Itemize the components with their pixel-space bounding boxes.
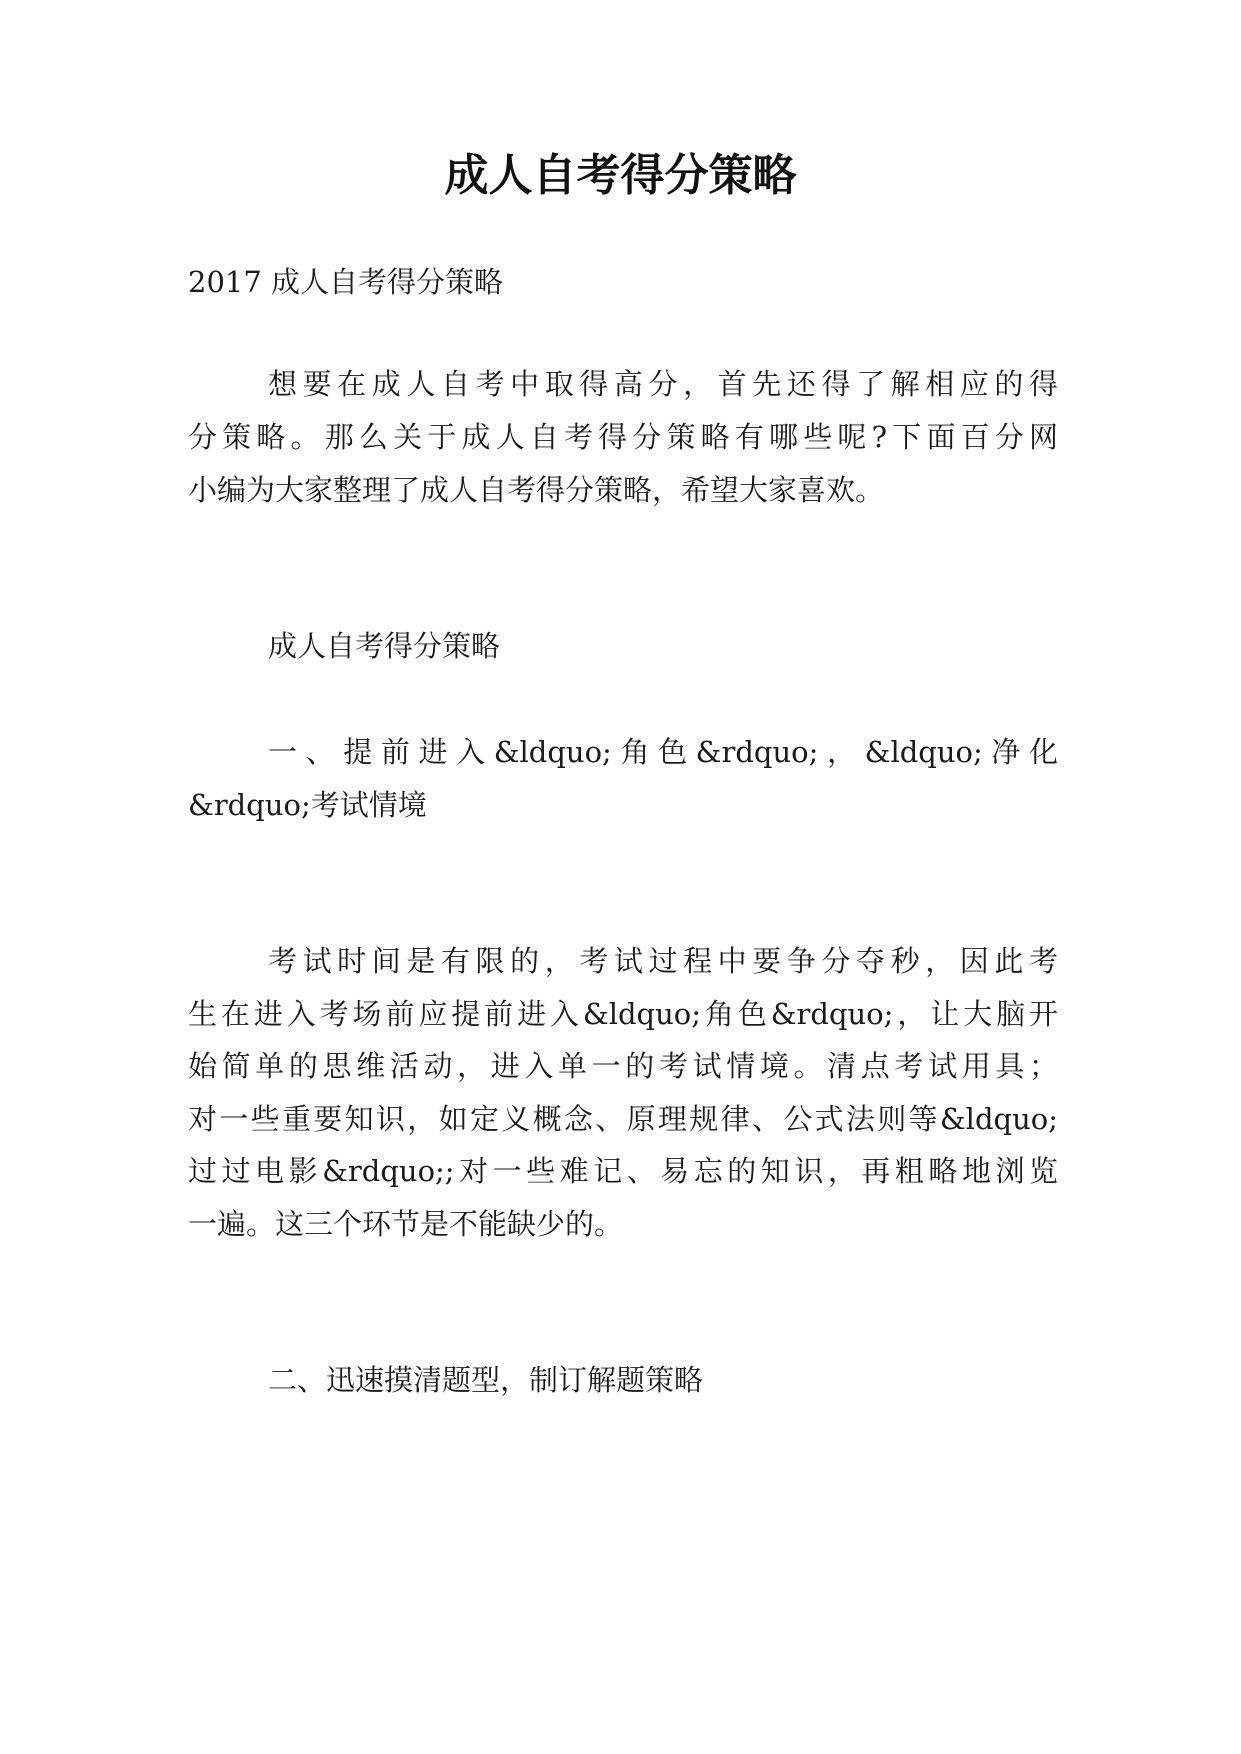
- paragraph-1-line-2: 生在进入考场前应提前进入&ldquo;角色&rdquo;，让大脑开: [188, 997, 1058, 1031]
- document-subtitle: 2017 成人自考得分策略: [188, 265, 504, 299]
- paragraph-1-line-1: 考试时间是有限的，考试过程中要争分夺秒，因此考: [268, 944, 1058, 978]
- section-heading: 成人自考得分策略: [268, 629, 501, 663]
- paragraph-1-line-6: 一遍。这三个环节是不能缺少的。: [188, 1207, 624, 1241]
- paragraph-1-line-3: 始简单的思维活动，进入单一的考试情境。清点考试用具；: [188, 1049, 1058, 1083]
- point-1-line-1: 一、提前进入&ldquo;角色&rdquo;，&ldquo;净化: [268, 735, 1058, 769]
- point-1-line-2: &rdquo;考试情境: [188, 788, 427, 822]
- intro-line-1: 想要在成人自考中取得高分，首先还得了解相应的得: [268, 367, 1058, 401]
- paragraph-1-line-5: 过过电影&rdquo;;对一些难记、易忘的知识，再粗略地浏览: [188, 1154, 1058, 1188]
- intro-line-3: 小编为大家整理了成人自考得分策略，希望大家喜欢。: [188, 473, 885, 507]
- point-2-heading: 二、迅速摸清题型，制订解题策略: [268, 1363, 704, 1397]
- intro-line-2: 分策略。那么关于成人自考得分策略有哪些呢?下面百分网: [188, 420, 1058, 454]
- document-title: 成人自考得分策略: [444, 150, 797, 201]
- paragraph-1-line-4: 对一些重要知识，如定义概念、原理规律、公式法则等&ldquo;: [188, 1102, 1058, 1136]
